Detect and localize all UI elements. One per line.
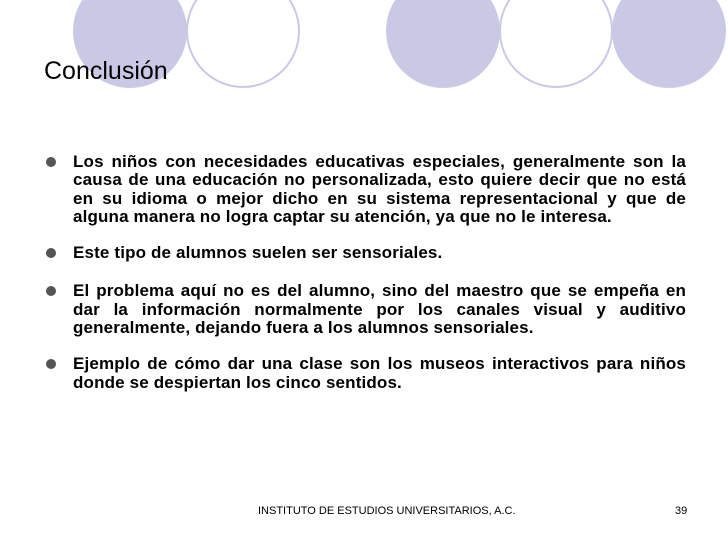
circle-icon: [612, 0, 726, 88]
bullet-text: El problema aquí no es del alumno, sino del maestro que se empeña en dar la información normalmente por los canales visual y auditivo generalmente, dejando fuera a los alumnos sensoriales.: [73, 281, 686, 338]
page-number: 39: [675, 505, 688, 517]
bullet-item: [44, 355, 686, 392]
bullet-item: [44, 282, 686, 337]
circle-icon: [386, 0, 500, 88]
bullet-text: Ejemplo de cómo dar una clase son los museos interactivos para niños donde se despiertan los cinco sentidos.: [73, 354, 686, 392]
circle-bullet-icon: [46, 248, 56, 258]
bullet-text: Este tipo de alumnos suelen ser sensoriales.: [73, 243, 443, 263]
footer-text: INSTITUTO DE ESTUDIOS UNIVERSITARIOS, A.C.: [258, 505, 516, 517]
bullet-item: [44, 153, 686, 226]
bullet-text: Los niños con necesidades educativas especiales, generalmente son la causa de una educación no personalizada, esto quiere decir que no está en su idioma o mejor dicho en su sistema representacional y que de alguna manera no logra captar su atención, ya que no le interesa.: [73, 152, 686, 226]
slide-title: Conclusión: [44, 57, 168, 85]
circle-icon: [499, 0, 613, 88]
circle-bullet-icon: [46, 359, 56, 369]
bullet-item: [44, 244, 686, 262]
circle-icon: [186, 0, 300, 88]
circle-bullet-icon: [46, 157, 56, 167]
circle-bullet-icon: [46, 286, 56, 296]
bullet-list: [44, 153, 686, 410]
